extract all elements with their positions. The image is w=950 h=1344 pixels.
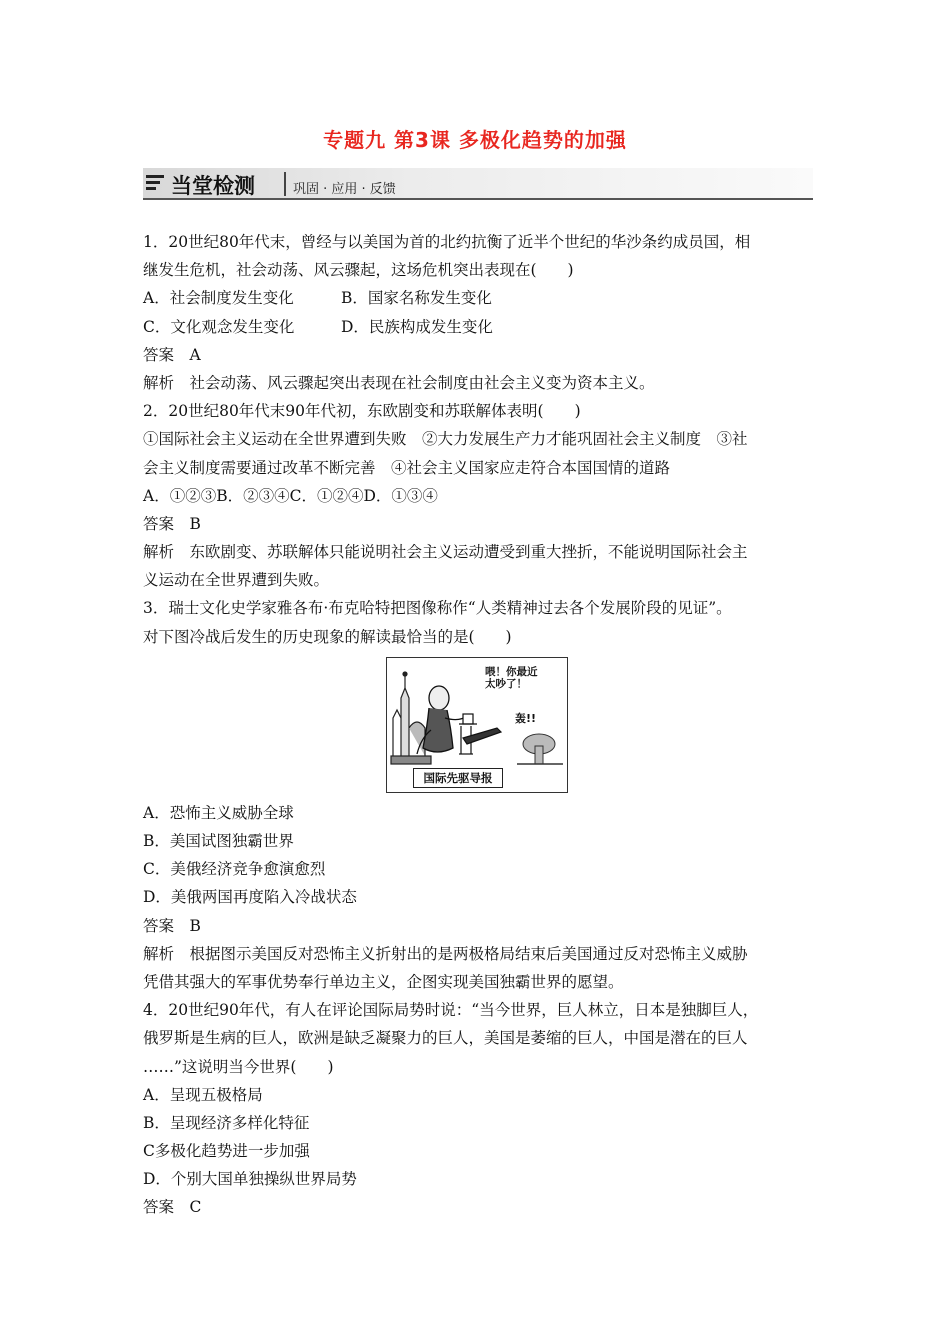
speech-bubble-1-line2: 太吵了！ — [485, 677, 527, 690]
q3-answer: 答案 B — [143, 916, 201, 935]
q1-option-c: C．文化观念发生变化 — [143, 317, 295, 336]
explosion-text: 轰!! — [515, 711, 537, 725]
q1-option-a: A．社会制度发生变化 — [143, 289, 294, 308]
q3-stem-line2: 对下图冷战后发生的历史现象的解读最恰当的是( ) — [143, 627, 512, 646]
q2-answer: 答案 B — [143, 514, 201, 533]
q4-option-d: D．个别大国单独操纵世界局势 — [143, 1170, 357, 1189]
cartoon-caption: 国际先驱导报 — [413, 768, 503, 788]
q4-option-c: C多极化趋势进一步加强 — [143, 1142, 310, 1161]
q1-options-row2 — [143, 313, 813, 341]
question-list — [143, 228, 813, 1222]
q4-stem-line3: ……”这说明当今世界( ) — [143, 1057, 334, 1076]
q2-items-line2: 会主义制度需要通过改革不断完善 ④社会主义国家应走符合本国国情的道路 — [143, 458, 671, 477]
q3-option-c: C．美俄经济竞争愈演愈烈 — [143, 860, 326, 879]
q1-stem-line1: 1．20世纪80年代末，曾经与以美国为首的北约抗衡了近半个世纪的华沙条约成员国，相 — [143, 233, 751, 251]
q1-analysis: 解析 社会动荡、风云骤起突出表现在社会制度由社会主义变为资本主义。 — [143, 373, 655, 392]
q3-analysis-line2: 凭借其强大的军事优势奉行单边主义，企图实现美国独霸世界的愿望。 — [143, 972, 624, 991]
q1-answer: 答案 A — [143, 345, 201, 364]
banner-divider — [284, 172, 286, 196]
q4-option-b: B．呈现经济多样化特征 — [143, 1113, 310, 1132]
speech-bubble-1 — [485, 666, 538, 690]
q4-stem-line2: 俄罗斯是生病的巨人，欧洲是缺乏凝聚力的巨人，美国是萎缩的巨人，中国是潜在的巨人 — [143, 1029, 748, 1048]
banner-stripes-icon — [146, 175, 166, 191]
q4-stem-line1: 4．20世纪90年代，有人在评论国际局势时说：“当今世界，巨人林立，日本是独脚巨人， — [143, 1001, 759, 1020]
q3-option-d: D．美俄两国再度陷入冷战状态 — [143, 888, 357, 907]
q1-stem-line2: 继发生危机，社会动荡、风云骤起，这场危机突出表现在( ) — [143, 261, 574, 280]
q3-stem-line1: 3．瑞士文化史学家雅各布·布克哈特把图像称作“人类精神过去各个发展阶段的见证”。 — [143, 599, 732, 618]
q2-analysis-line2: 义运动在全世界遭到失败。 — [143, 571, 330, 590]
page-title: 专题九 第3课 多极化趋势的加强 — [323, 128, 627, 152]
q4-answer: 答案 C — [143, 1198, 202, 1217]
q2-stem: 2．20世纪80年代末90年代初，东欧剧变和苏联解体表明( ) — [143, 402, 581, 421]
q4-option-a: A．呈现五极格局 — [143, 1085, 263, 1104]
q1-option-d: D．民族构成发生变化 — [341, 317, 493, 336]
q1-option-b: B．国家名称发生变化 — [341, 289, 492, 308]
q1-options-row1 — [143, 284, 813, 312]
q2-analysis-line1: 解析 东欧剧变、苏联解体只能说明社会主义运动遭受到重大挫折，不能说明国际社会主 — [143, 543, 748, 562]
banner-title: 当堂检测 — [171, 174, 255, 198]
q2-items-line1: ①国际社会主义运动在全世界遭到失败 ②大力发展生产力才能巩固社会主义制度 ③社 — [143, 430, 748, 449]
cartoon-figure — [386, 657, 568, 793]
q3-analysis-line1: 解析 根据图示美国反对恐怖主义折射出的是两极格局结束后美国通过反对恐怖主义威胁 — [143, 944, 748, 963]
section-banner — [143, 168, 813, 200]
banner-subtitle: 巩固 · 应用 · 反馈 — [293, 182, 396, 197]
q2-options: A．①②③B．②③④C．①②④D．①③④ — [143, 486, 438, 505]
speech-bubble-1-line1: 喂！你最近 — [485, 665, 538, 678]
q3-option-a: A．恐怖主义威胁全球 — [143, 803, 294, 822]
q3-option-b: B．美国试图独霸世界 — [143, 832, 294, 850]
